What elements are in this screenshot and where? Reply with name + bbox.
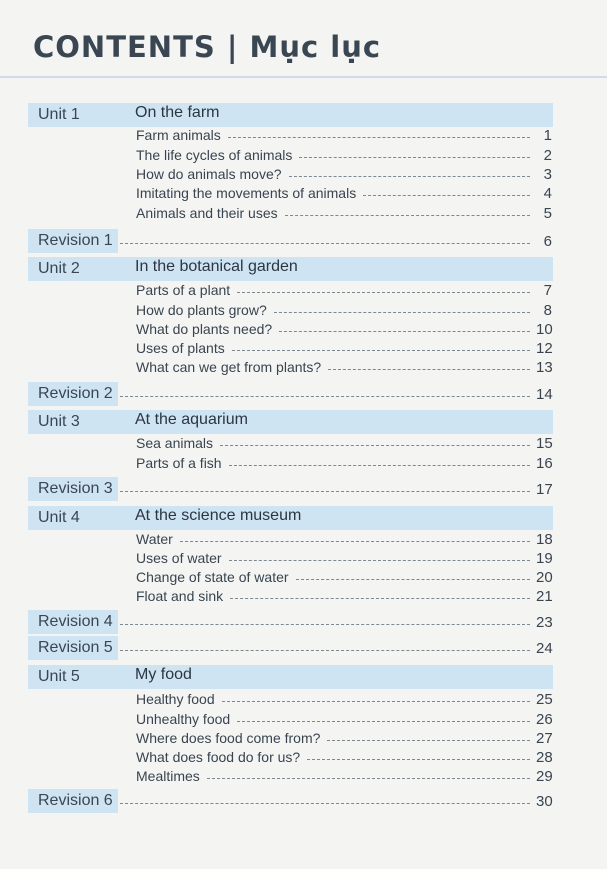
lesson-page-number: 2 [543, 146, 552, 164]
dotted-leader [274, 312, 530, 313]
dotted-leader [207, 778, 530, 779]
lesson-page-number: 12 [536, 339, 553, 357]
lesson-title: Change of state of water [136, 569, 289, 585]
revision-entry[interactable] [38, 232, 552, 250]
unit-label: Unit 5 [38, 668, 80, 685]
dotted-leader [289, 176, 530, 177]
dotted-leader [220, 445, 530, 446]
lesson-entry[interactable] [136, 729, 552, 747]
lesson-title: Animals and their uses [136, 205, 278, 221]
unit-title: At the science museum [135, 507, 302, 524]
revision-page-number: 24 [536, 639, 553, 657]
unit-label: Unit 1 [38, 106, 80, 123]
dotted-leader [120, 396, 530, 397]
dotted-leader [229, 560, 530, 561]
lesson-entry[interactable] [136, 146, 552, 164]
lesson-title: Parts of a plant [136, 282, 231, 298]
lesson-title: Farm animals [136, 127, 221, 143]
revision-entry[interactable] [38, 639, 552, 657]
lesson-page-number: 10 [536, 320, 553, 338]
revision-label: Revision 1 [38, 232, 113, 249]
revision-page-number: 6 [543, 232, 552, 250]
lesson-entry[interactable] [136, 184, 552, 202]
lesson-title: Imitating the movements of animals [136, 185, 357, 201]
lesson-entry[interactable] [136, 204, 552, 222]
lesson-page-number: 4 [543, 184, 552, 202]
lesson-entry[interactable] [136, 126, 552, 144]
revision-entry[interactable] [38, 613, 552, 631]
lesson-title: Mealtimes [136, 768, 200, 784]
revision-page-number: 30 [536, 792, 553, 810]
lesson-page-number: 16 [536, 454, 553, 472]
lesson-page-number: 21 [536, 587, 553, 605]
lesson-page-number: 15 [536, 434, 553, 452]
lesson-page-number: 29 [536, 767, 553, 785]
lesson-title: The life cycles of animals [136, 147, 293, 163]
dotted-leader [299, 157, 530, 158]
lesson-page-number: 19 [536, 549, 553, 567]
dotted-leader [327, 740, 530, 741]
lesson-entry[interactable] [136, 281, 552, 299]
lesson-entry[interactable] [136, 530, 552, 548]
lesson-page-number: 20 [536, 568, 553, 586]
dotted-leader [285, 215, 530, 216]
lesson-title: Water [136, 531, 173, 547]
lesson-title: How do plants grow? [136, 302, 267, 318]
unit-title: In the botanical garden [135, 258, 298, 275]
lesson-entry[interactable] [136, 568, 552, 586]
dotted-leader [363, 195, 530, 196]
lesson-page-number: 13 [536, 358, 553, 376]
lesson-entry[interactable] [136, 358, 552, 376]
unit-title: My food [135, 666, 192, 683]
lesson-entry[interactable] [136, 767, 552, 785]
lesson-page-number: 8 [543, 301, 552, 319]
lesson-title: What does food do for us? [136, 749, 301, 765]
lesson-page-number: 5 [543, 204, 552, 222]
lesson-title: What can we get from plants? [136, 359, 322, 375]
lesson-entry[interactable] [136, 748, 552, 766]
lesson-entry[interactable] [136, 165, 552, 183]
dotted-leader [232, 350, 530, 351]
dotted-leader [279, 331, 530, 332]
revision-entry[interactable] [38, 385, 552, 403]
dotted-leader [230, 598, 530, 599]
lesson-title: Where does food come from? [136, 730, 321, 746]
unit-label: Unit 2 [38, 260, 80, 277]
revision-entry[interactable] [38, 792, 552, 810]
revision-label: Revision 6 [38, 792, 113, 809]
lesson-title: Uses of water [136, 550, 222, 566]
dotted-leader [296, 579, 530, 580]
lesson-title: Healthy food [136, 691, 215, 707]
unit-header-band [28, 665, 553, 689]
lesson-title: Unhealthy food [136, 711, 231, 727]
lesson-entry[interactable] [136, 434, 552, 452]
dotted-leader [222, 701, 530, 702]
unit-title: On the farm [135, 104, 220, 121]
lesson-page-number: 25 [536, 690, 553, 708]
lesson-page-number: 7 [543, 281, 552, 299]
lesson-entry[interactable] [136, 587, 552, 605]
revision-label: Revision 5 [38, 639, 113, 656]
revision-entry[interactable] [38, 480, 552, 498]
dotted-leader [120, 650, 530, 651]
lesson-title: Sea animals [136, 435, 214, 451]
unit-label: Unit 3 [38, 413, 80, 430]
lesson-page-number: 26 [536, 710, 553, 728]
lesson-entry[interactable] [136, 549, 552, 567]
lesson-entry[interactable] [136, 690, 552, 708]
unit-header-band [28, 410, 553, 434]
revision-label: Revision 4 [38, 613, 113, 630]
lesson-page-number: 1 [543, 126, 552, 144]
lesson-entry[interactable] [136, 710, 552, 728]
lesson-entry[interactable] [136, 454, 552, 472]
lesson-page-number: 27 [536, 729, 553, 747]
revision-page-number: 17 [536, 480, 553, 498]
lesson-entry[interactable] [136, 339, 552, 357]
lesson-title: Float and sink [136, 588, 224, 604]
revision-page-number: 14 [536, 385, 553, 403]
revision-label: Revision 3 [38, 480, 113, 497]
dotted-leader [307, 759, 530, 760]
lesson-title: What do plants need? [136, 321, 273, 337]
lesson-entry[interactable] [136, 301, 552, 319]
lesson-entry[interactable] [136, 320, 552, 338]
revision-label: Revision 2 [38, 385, 113, 402]
lesson-page-number: 18 [536, 530, 553, 548]
dotted-leader [228, 137, 530, 138]
unit-title: At the aquarium [135, 411, 248, 428]
unit-label: Unit 4 [38, 509, 80, 526]
lesson-page-number: 28 [536, 748, 553, 766]
dotted-leader [120, 624, 530, 625]
dotted-leader [237, 292, 530, 293]
dotted-leader [237, 721, 530, 722]
page-title: CONTENTS | Mục lục [33, 30, 382, 64]
lesson-title: Uses of plants [136, 340, 225, 356]
lesson-title: Parts of a fish [136, 455, 222, 471]
lesson-title: How do animals move? [136, 166, 282, 182]
dotted-leader [120, 803, 530, 804]
dotted-leader [180, 541, 530, 542]
dotted-leader [229, 465, 530, 466]
dotted-leader [120, 243, 530, 244]
lesson-page-number: 3 [543, 165, 552, 183]
unit-header-band [28, 103, 553, 127]
dotted-leader [328, 369, 530, 370]
revision-page-number: 23 [536, 613, 553, 631]
dotted-leader [120, 491, 530, 492]
